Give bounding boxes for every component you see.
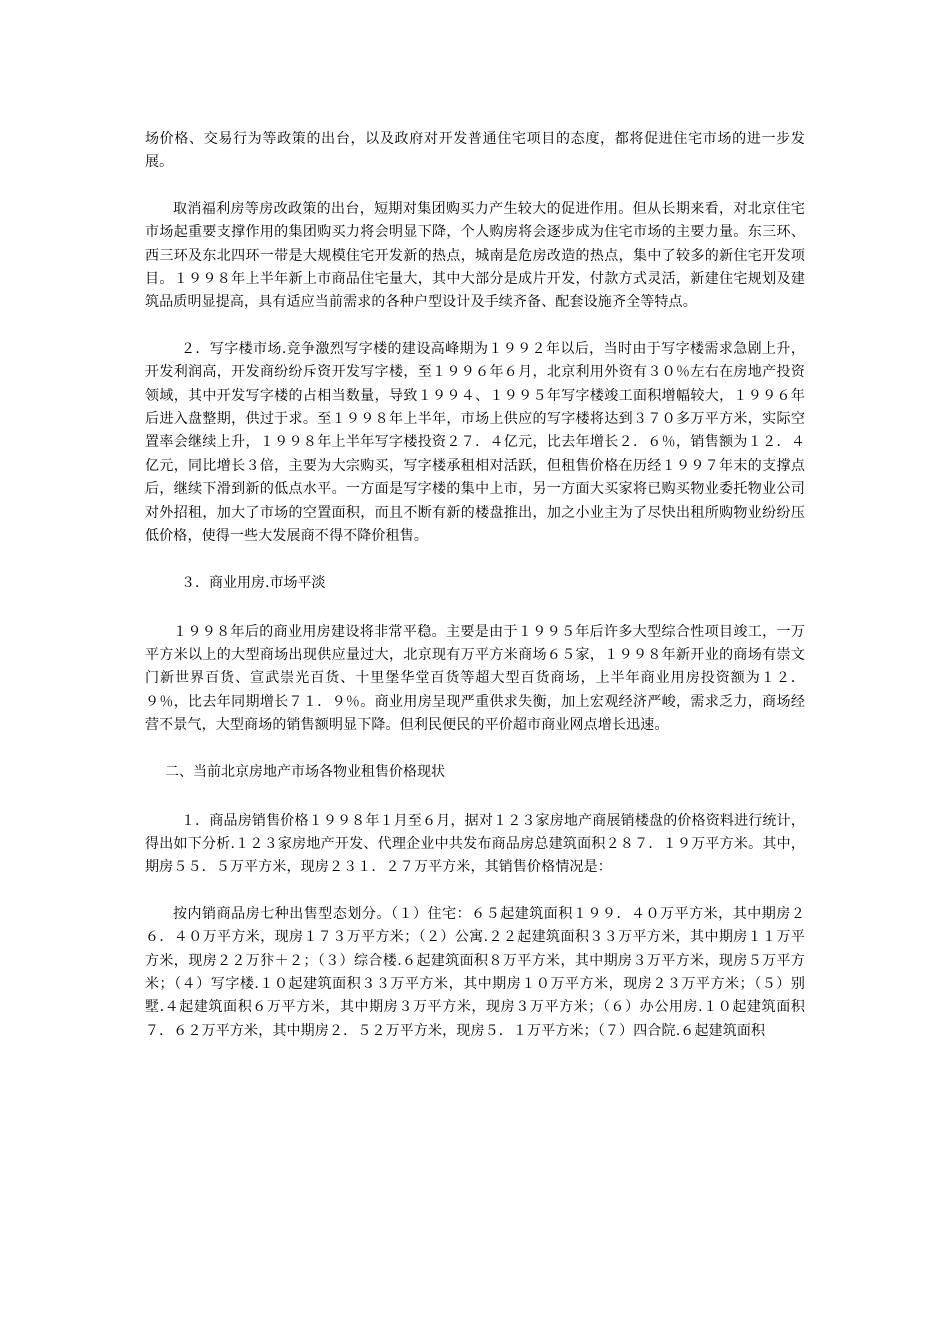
paragraph-sales-types: 按内销商品房七种出售型态划分。（１）住宅：６５起建筑面积１９９．４０万平方米，其中期房２６．４０万平方米，现房１７３万平方米；（２）公寓.２２起建筑面积３３万平方米，其中期房１１万平方米，现房２２万犿＋２；（３）综合楼.６起建筑面积８万平方米，其中期房３万平方米，现房５万平方米；（４）写字楼.１０起建筑面积３３万平方米，其中期房１０万平方米，现房２３万平方米；（５）别墅.４起建筑面积６万平方米，其中期房３万平方米，现房３万平方米；（６）办公用房.１０起建筑面积７．６２万平方米，其中期房２．５２万平方米，现房５．１万平方米；（７）四合院.６起建筑面积 [145, 905, 805, 1039]
heading-section-two: 二、当前北京房地产市场各物业租售价格现状 [165, 763, 445, 780]
paragraph-commercial-housing: １９９８年后的商业用房建设将非常平稳。主要是由于１９９５年后许多大型综合性项目竣工，一万平方米以上的大型商场出现供应量过大，北京现有万平方米商场６５家，１９９８年新开业的商场有崇文门新世界百货、宣武崇光百货、十里堡华堂百货等超大型百货商场，上半年商业用房投资额为１２．９％，比去年同期增长７１．９％。商业用房呈现严重供求失衡，加上宏观经济严峻，需求乏力，商场经营不景气，大型商场的销售额明显下降。但利民便民的平价超市商业网点增长迅速。 [145, 623, 805, 734]
paragraph-housing-market: 取消福利房等房改政策的出台，短期对集团购买力产生较大的促进作用。但从长期来看，对北京住宅市场起重要支撑作用的集团购买力将会明显下降，个人购房将会逐步成为住宅市场的主要力量。东三环、西三环及东北四环一带是大规模住宅开发新的热点，城南是危房改造的热点，集中了较多的新住宅开发项目。１９９８年上半年新上市商品住宅量大，其中大部分是成片开发，付款方式灵活，新建住宅规划及建筑品质明显提高，具有适应当前需求的各种户型设计及手续齐备、配套设施齐全等特点。 [145, 200, 805, 311]
paragraph-sales-price: １．商品房销售价格１９９８年１月至６月，据对１２３家房地产商展销楼盘的价格资料进行统计，得出如下分析.１２３家房地产开发、代理企业中共发布商品房总建筑面积２８７．１９万平方米。其中，期房５５．５万平方米，现房２３１．２７万平方米，其销售价格情况是： [145, 812, 805, 876]
paragraph-office-market: ２．写字楼市场.竞争激烈写字楼的建设高峰期为１９９２年以后，当时由于写字楼需求急剧上升，开发利润高，开发商纷纷斥资开发写字楼，至１９９６年６月，北京利用外资有３０％左右在房地产投资领域，其中开发写字楼的占相当数量，导致１９９４、１９９５年写字楼竣工面积增幅较大，１９９６年后进入盘整期，供过于求。至１９９８年上半年，市场上供应的写字楼将达到３７０多万平方米，实际空置率会继续上升，１９９８年上半年写字楼投资２７．４亿元，比去年增长２．６％，销售额为１２．４亿元，同比增长３倍，主要为大宗购买，写字楼承租相对活跃，但租售价格在历经１９９７年末的支撑点后，继续下滑到新的低点水平。一方面是写字楼的集中上市，另一方面大买家将已购买物业委托物业公司对外招租，加大了市场的空置面积，而且不断有新的楼盘推出，加之小业主为了尽快出租所购物业纷纷压低价格，使得一些大发展商不得不降价租售。 [145, 340, 805, 545]
heading-commercial-housing: ３．商业用房.市场平淡 [181, 574, 326, 591]
document-body [145, 128, 805, 1066]
paragraph-housing-policy: 场价格、交易行为等政策的出台，以及政府对开发普通住宅项目的态度，都将促进住宅市场的进一步发展。 [145, 131, 805, 171]
